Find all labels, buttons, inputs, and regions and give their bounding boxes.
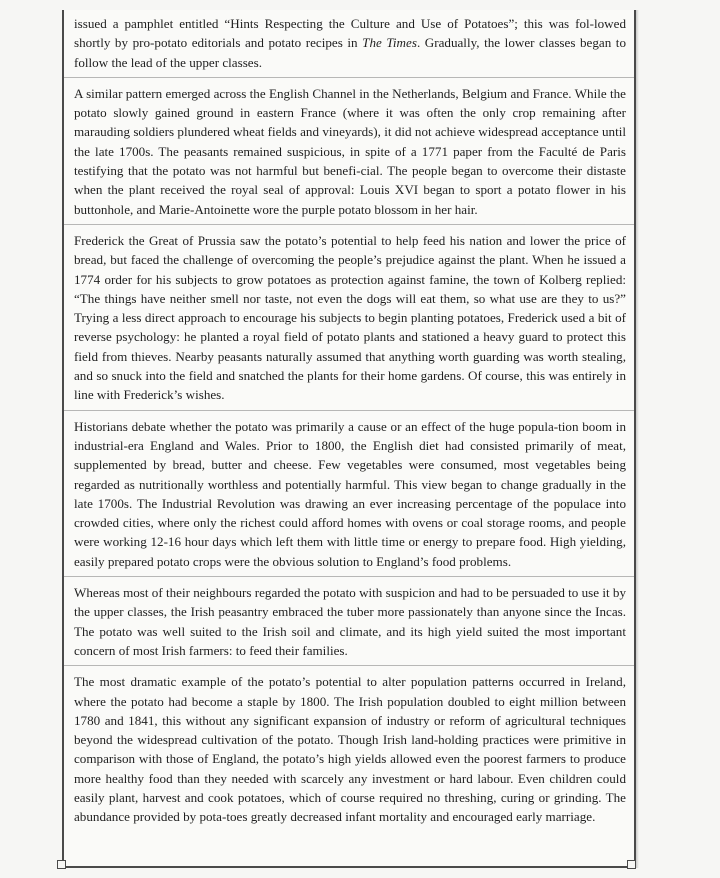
paragraph-divider [64, 576, 634, 577]
paragraph-divider [64, 665, 634, 666]
frame-corner-bottom-left [57, 860, 66, 869]
paragraph-divider [64, 410, 634, 411]
frame-corner-bottom-right [627, 860, 636, 869]
paragraph-ireland-population: The most dramatic example of the potato’s potential to alter population patterns occurred in Ireland, where the potato had become a staple by 1800. The Irish population doubled to eight million between 1780 and 1841, this without any significant expansion of industry or reform of agricultural techniques beyond the widespread cultivation of the potato. Though Irish land-holding practices were primitive in comparison with those of England, the potato’s high yields allowed even the poorest farmers to produce more healthy food than they needed with scarcely any investment or hard labour. Even children could easily plant, harvest and cook potatoes, which of course required no threshing, curing or grinding. The abundance provided by pota-toes greatly decreased infant mortality and encouraged early marriage. [74, 674, 626, 825]
paragraph-frederick-prussia: Frederick the Great of Prussia saw the potato’s potential to help feed his nation and lower the price of bread, but faced the challenge of overcoming the people’s prejudice against the plant. When he issued a 1774 order for his subjects to grow potatoes as protection against famine, the town of Kolberg replied: “The things have neither smell nor taste, not even the dogs will eat them, so what use are they to us?” Trying a less direct approach to encourage his subjects to begin planting potatoes, Frederick used a bit of reverse psychology: he planted a royal field of potato plants and stationed a heavy guard to protect this field from thieves. Nearby peasants naturally assumed that anything worth guarding was worth stealing, and so snuck into the field and snatched the plants for their home gardens. Of course, this was entirely in line with Frederick’s wishes. [74, 232, 626, 403]
text-column [62, 10, 636, 868]
paragraph-divider [64, 224, 634, 225]
paragraph-divider [64, 77, 634, 78]
paragraph-text: . Gradually, the lower classes began to follow the lead of the upper classes. [74, 35, 626, 70]
paragraph-intro-continuation [74, 14, 626, 72]
paragraph-continental-europe: A similar pattern emerged across the English Channel in the Netherlands, Belgium and France. While the potato slowly gained ground in eastern France (where it was often the only crop remaining after marauding soldiers plundered wheat fields and vineyards), it did not achieve widespread acceptance until the late 1700s. The peasants remained suspicious, in spite of a 1771 paper from the Faculté de Paris testifying that the potato was not harmful but benefi-cial. The people began to overcome their distaste when the plant received the royal seal of approval: Louis XVI began to sport a potato flower in his buttonhole, and Marie-Antoinette wore the purple potato blossom in her hair. [74, 85, 626, 217]
page-edge-shadow [636, 10, 639, 868]
newspaper-title: The Times [362, 35, 417, 51]
paragraph-irish-peasantry: Whereas most of their neighbours regarded the potato with suspicion and had to be persuaded to use it by the upper classes, the Irish peasantry embraced the tuber more passionately than anyone since the Incas. The potato was well suited to the Irish soil and climate, and its high yield suited the most important concern of most Irish farmers: to feed their families. [74, 585, 626, 658]
paragraph-england-population: Historians debate whether the potato was primarily a cause or an effect of the huge popula-tion boom in industrial-era England and Wales. Prior to 1800, the English diet had consisted primarily of meat, supplemented by bread, butter and cheese. Few vegetables were consumed, most vegetables being regarded as nutritionally worthless and potentially harmful. This view began to change gradually in the late 1700s. The Industrial Revolution was drawing an ever increasing percentage of the populace into crowded cities, where only the richest could afford homes with ovens or coal storage rooms, and people were working 12-16 hour days which left them with little time or energy to prepare food. High yielding, easily prepared potato crops were the obvious solution to England’s food problems. [74, 418, 626, 569]
paragraph-text: issued a pamphlet entitled “Hints Respecting the Culture and Use of Potatoes”; this was fol-lowed shortly by pro-potato editorials and potato recipes in [74, 16, 626, 51]
